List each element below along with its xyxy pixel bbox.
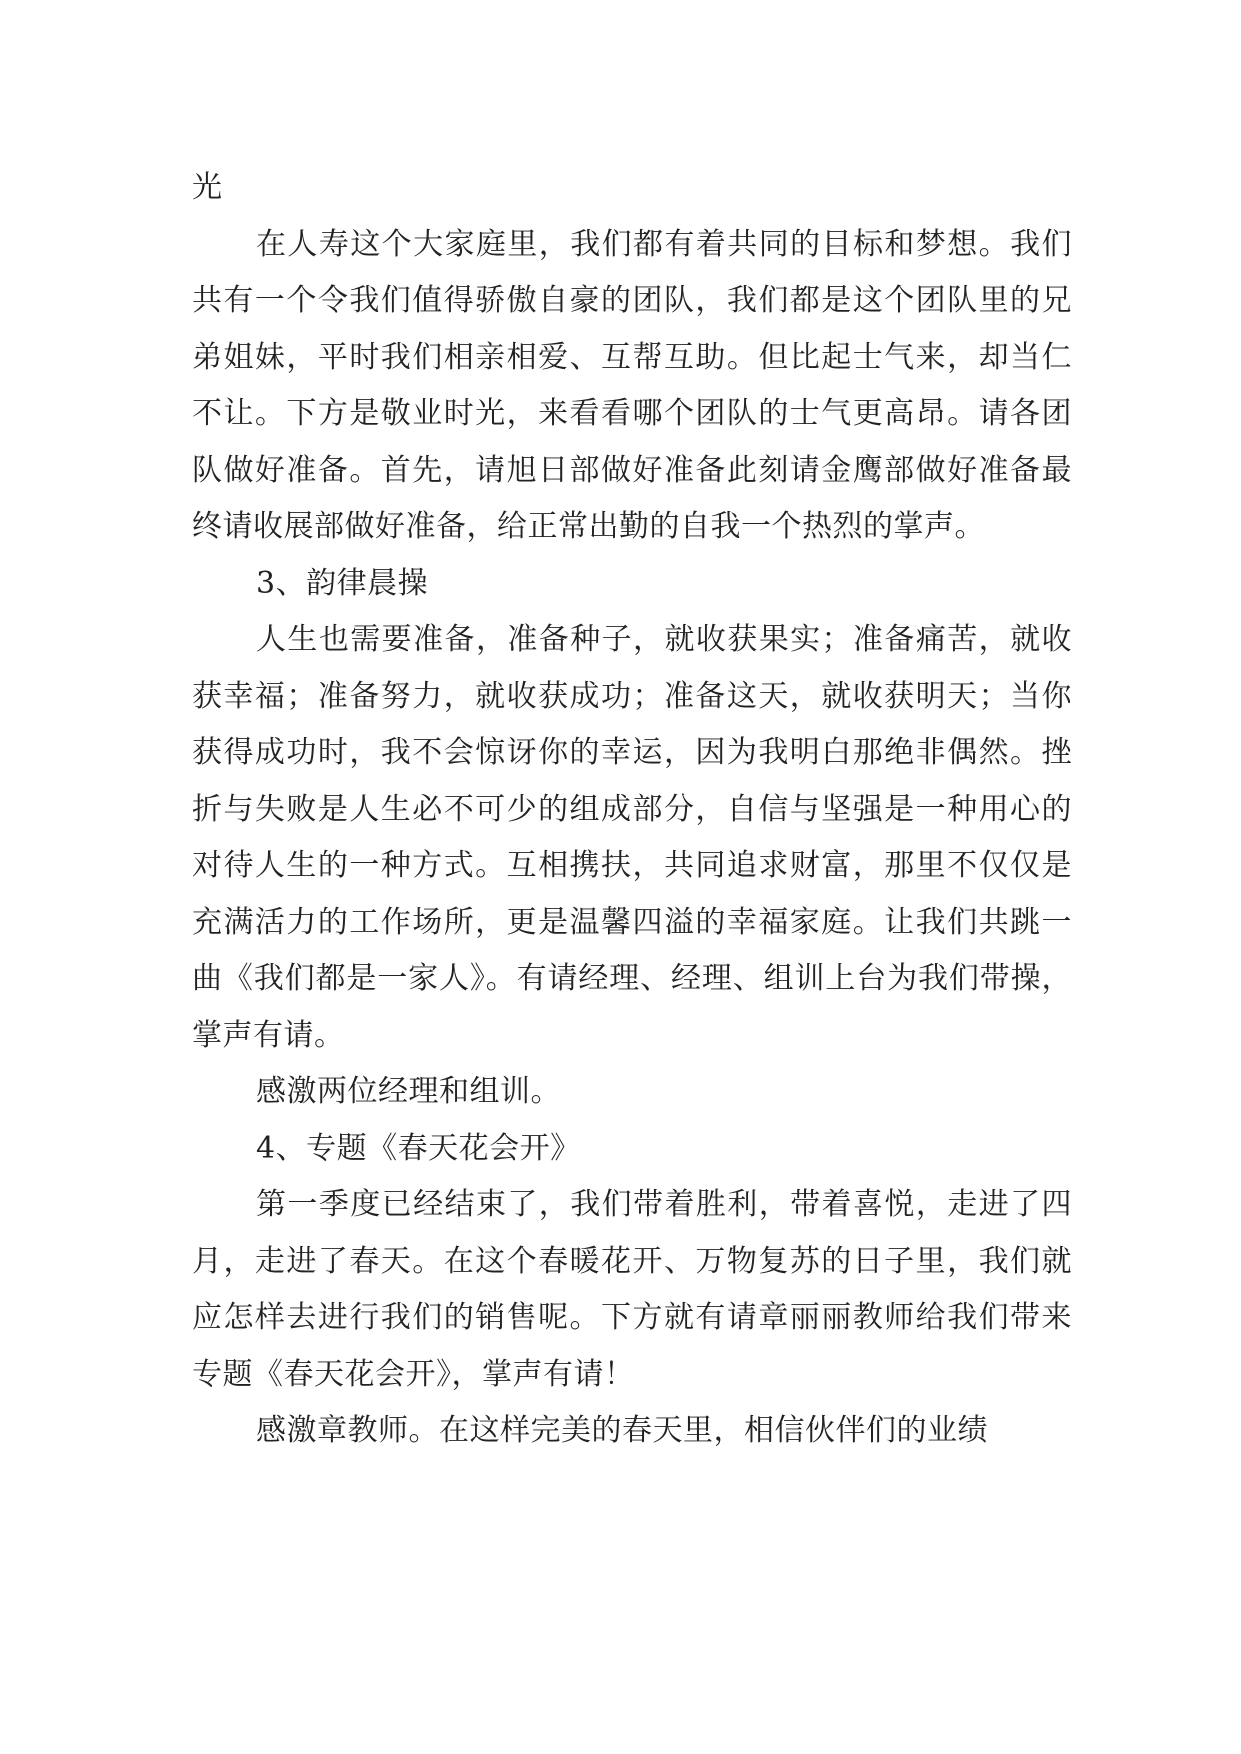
paragraph-thanks-managers: 感激两位经理和组训。 (256, 1074, 561, 1109)
section-heading-topic: 4、专题《春天花会开》 (256, 1130, 581, 1166)
paragraph-morning-exercise: 人生也需要准备，准备种子，就收获果实；准备痛苦，就收获幸福；准备努力，就收获成功；准备这天，就收获明天；当你获得成功时，我不会惊讶你的幸运，因为我明白那绝非偶然。挫折与失败是人生必不可少的组成部分，自信与坚强是一种用心的对待人生的一种方式。互相携扶，共同追求财富，那里不仅仅是充满活力的工作场所，更是温馨四溢的幸福家庭。让我们共跳一曲《我们都是一家人》。有请经理、经理、组训上台为我们带操，掌声有请。 (192, 622, 1072, 1053)
paragraph-team-intro: 在人寿这个大家庭里，我们都有着共同的目标和梦想。我们共有一个令我们值得骄傲自豪的团队，我们都是这个团队里的兄弟姐妹，平时我们相亲相爱、互帮互助。但比起士气来，却当仁不让。下方是敬业时光，来看看哪个团队的士气更高昂。请各团队做好准备。首先，请旭日部做好准备此刻请金鹰部做好准备最终请收展部做好准备，给正常出勤的自我一个热烈的掌声。 (192, 226, 1072, 544)
paragraph-continuation: 光 (192, 170, 223, 205)
section-heading-morning-exercise: 3、韵律晨操 (256, 565, 429, 601)
document-body (192, 160, 1072, 1460)
paragraph-topic-intro: 第一季度已经结束了，我们带着胜利，带着喜悦，走进了四月，走进了春天。在这个春暖花开、万物复苏的日子里，我们就应怎样去进行我们的销售呢。下方就有请章丽丽教师给我们带来专题《春天花会开》，掌声有请！ (192, 1187, 1072, 1392)
paragraph-thanks-teacher: 感激章教师。在这样完美的春天里，相信伙伴们的业绩 (256, 1413, 988, 1448)
